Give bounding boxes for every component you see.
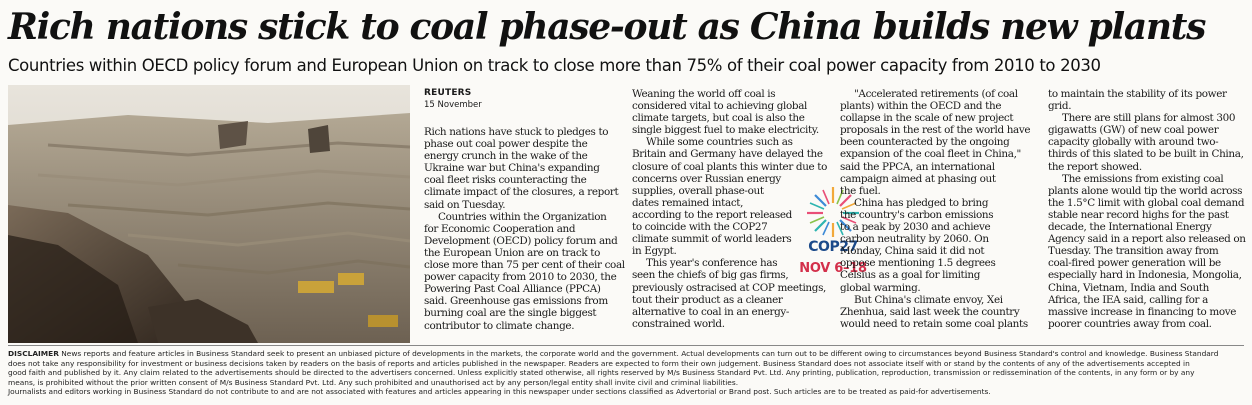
column-line: constrained world. — [632, 317, 725, 330]
disclaimer-line: good faith and published by it. Any claim related to the advertisements should be directed to the advertisers concerned. Unless explicitly stated otherwise, all rights reserved by M/s Business Standard Pvt. Ltd. Any printing, publication, reproduction, transmission or redissemination of the contents, in any form or by any — [8, 368, 1195, 378]
column-line: tout their product as a cleaner — [632, 293, 783, 306]
cop27-dates: NOV 6–18 — [799, 261, 867, 276]
column-line: decade, the International Energy — [1048, 221, 1212, 234]
column-line: plants alone would tip the world across — [1048, 184, 1243, 197]
column-line: carbon neutrality by 2060. On — [840, 233, 989, 246]
column-line: supplies, overall phase-out — [632, 184, 764, 197]
column-line: Monday, China said it did not — [840, 245, 985, 258]
column-line: power capacity from 2010 to 2030, the — [424, 271, 617, 284]
coal-mine-photo — [8, 85, 410, 343]
divider — [8, 345, 1244, 346]
column-line: for Economic Cooperation and — [424, 222, 576, 235]
column-line: The emissions from existing coal — [1062, 172, 1224, 185]
column-line: would need to retain some coal plants — [840, 317, 1028, 330]
byline-agency: REUTERS — [424, 88, 472, 98]
column-line: Africa, the IEA said, calling for a — [1048, 293, 1208, 306]
byline — [424, 87, 614, 111]
column-line: While some countries such as — [646, 136, 793, 149]
column-line: especially hard in Indonesia, Mongolia, — [1048, 269, 1242, 282]
column-line: Ukraine war but China's expanding — [424, 162, 600, 175]
column-line: campaign aimed at phasing out — [840, 172, 996, 185]
column-line: phase out coal power despite the — [424, 138, 588, 151]
disclaimer-label: DISCLAIMER — [8, 349, 59, 358]
column-line: the 1.5°C limit with global coal demand — [1048, 196, 1245, 209]
column-line: poorer countries away from coal. — [1048, 317, 1212, 330]
column-line: the fuel. — [840, 184, 881, 197]
disclaimer-line: News reports and feature articles in Business Standard seek to present an unbiased picture of developments in the markets, the corporate world and the government. Actual developments can turn out to be different owing to circumstances beyond Business Standard's control and knowledge. Business Standard — [61, 349, 1219, 358]
column-line: China has pledged to bring — [854, 196, 989, 209]
column-line: close more than 75 per cent of their coal — [424, 259, 625, 272]
column-line: "Accelerated retirements (of coal — [854, 88, 1018, 100]
headline: Rich nations stick to coal phase-out as China builds new plants — [8, 6, 1206, 48]
column-line: climate targets, but coal is also the — [632, 112, 805, 125]
column-line: Tuesday. The transition away from — [1048, 245, 1219, 258]
column-line: capacity globally with around two- — [1048, 136, 1219, 149]
disclaimer-line: Journalists and editors working in Business Standard do not contribute to and are not associated with features and articles appearing in this newspaper under sections classified as Advertorial or Brand post. Such articles are to be treated as paid-for advertisements. — [8, 387, 991, 397]
column-line: expansion of the coal fleet in China," — [840, 148, 1021, 161]
column-line: said on Tuesday. — [424, 198, 506, 211]
column-line: energy crunch in the wake of the — [424, 150, 588, 163]
column-line: collapse in the scale of new project — [840, 112, 1014, 125]
column-line: grid. — [1048, 100, 1072, 113]
column-line: the country's carbon emissions — [840, 208, 994, 221]
column-line: Celsius as a goal for limiting — [840, 269, 980, 282]
article-column-3 — [840, 88, 1036, 330]
column-line: burning coal are the single biggest — [424, 307, 597, 320]
column-line: gigawatts (GW) of new coal power — [1048, 124, 1219, 137]
column-line: Zhenhua, said last week the country — [840, 305, 1020, 318]
column-line: Agency said in a report also released on — [1048, 233, 1246, 246]
disclaimer-line: means, is prohibited without the prior written consent of M/s Business Standard Pvt. Ltd. Any such prohibited and unauthorised act by any person/legal entity shall invite civil and criminal liabilities. — [8, 377, 739, 387]
column-line: oppose mentioning 1.5 degrees — [840, 257, 996, 270]
article-column-4 — [1048, 88, 1244, 330]
subheadline: Countries within OECD policy forum and European Union on track to close more than 75% of their coal power capacity from 2010 to 2030 — [8, 56, 1101, 75]
column-line: There are still plans for almost 300 — [1062, 112, 1236, 125]
column-line: coal fleet risks counteracting the — [424, 174, 587, 187]
column-line: climate summit of world leaders — [632, 233, 792, 246]
column-line: Countries within the Organization — [438, 210, 607, 223]
column-line: coal-fired power generation will be — [1048, 257, 1221, 270]
column-line: stable near record highs for the past — [1048, 208, 1229, 221]
column-line: Powering Past Coal Alliance (PPCA) — [424, 283, 601, 296]
column-line: been counteracted by the ongoing — [840, 136, 1010, 149]
article-column-1 — [424, 126, 625, 332]
column-line: previously ostracised at COP meetings, — [632, 281, 827, 294]
column-line: Development (OECD) policy forum and — [424, 234, 618, 247]
column-line: contributor to climate change. — [424, 319, 575, 332]
column-line: thirds of this slated to be built in China, — [1048, 148, 1244, 161]
column-line: said the PPCA, an international — [840, 160, 995, 173]
column-line: global warming. — [840, 281, 921, 294]
column-line: single biggest fuel to make electricity. — [632, 124, 819, 137]
column-line: concerns over Russian energy — [632, 172, 781, 185]
column-line: proposals in the rest of the world have — [840, 124, 1031, 137]
column-line: considered vital to achieving global — [632, 100, 808, 113]
column-line: Weaning the world off coal is — [632, 88, 776, 100]
column-line: But China's climate envoy, Xei — [854, 293, 1003, 306]
column-line: massive increase in financing to move — [1048, 305, 1237, 318]
byline-date: 15 November — [424, 100, 482, 110]
column-line: Britain and Germany have delayed the — [632, 148, 823, 161]
column-line: in Egypt. — [632, 245, 677, 258]
column-line: the report showed. — [1048, 160, 1142, 173]
column-line: plants) within the OECD and the — [840, 100, 1002, 113]
column-line: to coincide with the COP27 — [632, 221, 768, 234]
column-line: China, Vietnam, India and South — [1048, 281, 1209, 294]
column-line: This year's conference has — [646, 257, 778, 270]
column-line: to maintain the stability of its power — [1048, 88, 1227, 100]
column-line: Rich nations have stuck to pledges to — [424, 126, 609, 138]
column-line: closure of coal plants this winter due to — [632, 160, 828, 173]
disclaimer-line: does not take any responsibility for investment or business decisions taken by readers on the basis of reports and articles published in the newspaper. Readers are expected to form their own judgement. Business Standard does not associate itself with or stand by the contents of any of the advertisements accepted in — [8, 358, 1190, 368]
column-line: alternative to coal in an energy- — [632, 305, 790, 318]
column-line: dates remained intact, — [632, 196, 744, 209]
column-line: to a peak by 2030 and achieve — [840, 221, 991, 234]
column-line: the European Union are on track to — [424, 246, 600, 259]
column-line: seen the chiefs of big gas firms, — [632, 269, 789, 282]
column-line: according to the report released — [632, 208, 792, 221]
column-line: climate impact of the closures, a report — [424, 186, 619, 199]
column-line: said. Greenhouse gas emissions from — [424, 295, 608, 308]
cop27-title: COP27 — [808, 239, 858, 255]
disclaimer — [8, 349, 1244, 397]
